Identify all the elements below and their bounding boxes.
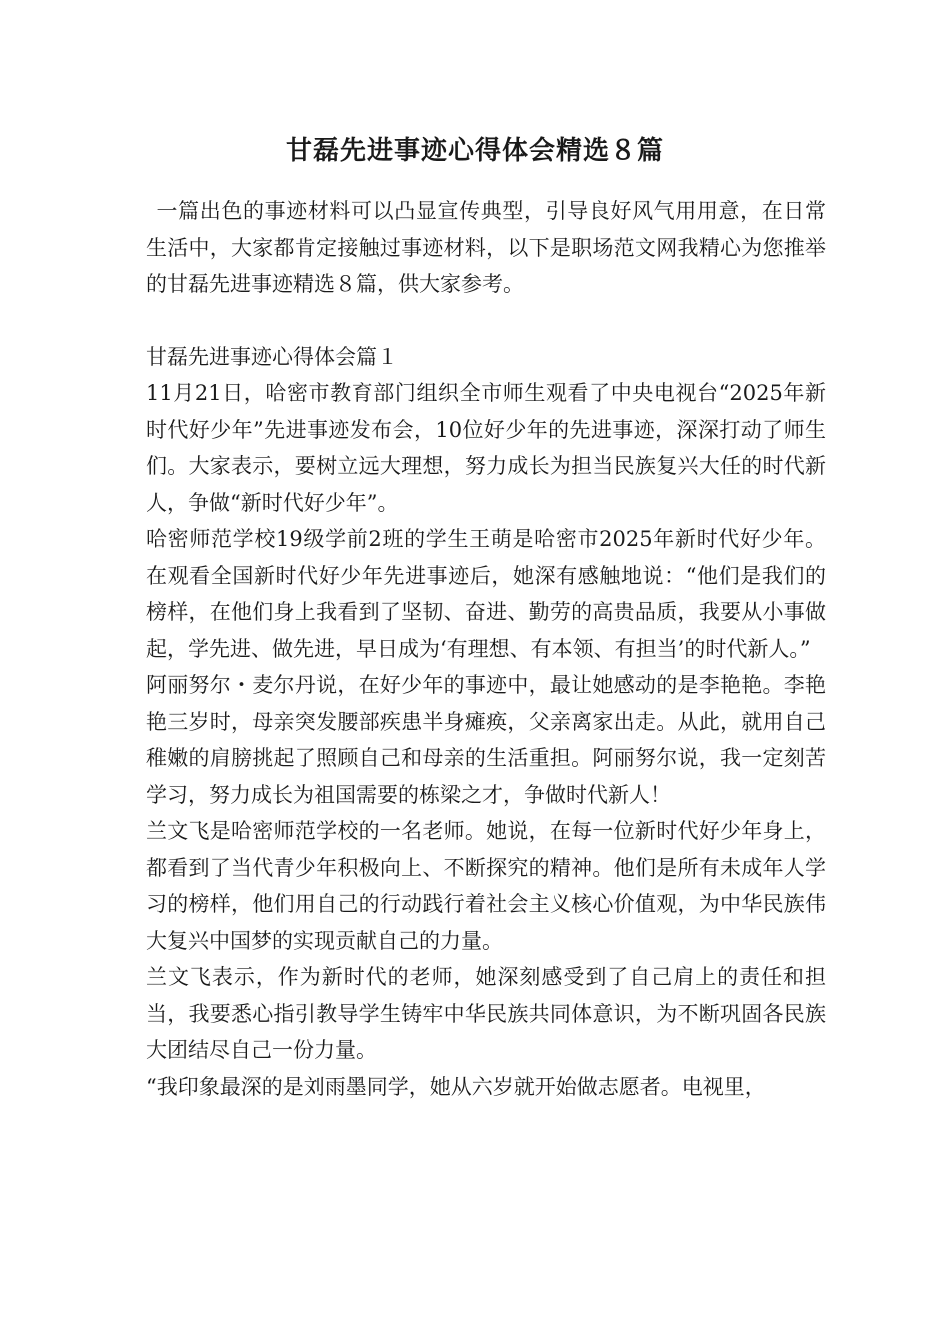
document-body — [146, 193, 826, 1105]
section-heading: 甘磊先进事迹心得体会篇１ — [146, 344, 398, 369]
body-paragraph: 阿丽努尔・麦尔丹说，在好少年的事迹中，最让她感动的是李艳艳。李艳艳三岁时，母亲突发腰部疾患半身瘫痪，父亲离家出走。从此，就用自己稚嫩的肩膀挑起了照顾自己和母亲的生活重担。阿丽努尔说，我一定刻苦学习，努力成长为祖国需要的栋梁之才，争做时代新人！ — [146, 673, 826, 807]
paragraph-spacer — [146, 303, 826, 339]
body-paragraph: 哈密师范学校19级学前2班的学生王萌是哈密市2025年新时代好少年。在观看全国新时代好少年先进事迹后，她深有感触地说：“他们是我们的榜样，在他们身上我看到了坚韧、奋进、勤劳的高贵品质，我要从小事做起，学先进、做先进，早日成为‘有理想、有本领、有担当’的时代新人。” — [146, 527, 826, 661]
body-paragraph: 兰文飞表示，作为新时代的老师，她深刻感受到了自己肩上的责任和担当，我要悉心指引教导学生铸牢中华民族共同体意识，为不断巩固各民族大团结尽自己一份力量。 — [146, 965, 826, 1062]
body-paragraph: 兰文飞是哈密师范学校的一名老师。她说，在每一位新时代好少年身上，都看到了当代青少年积极向上、不断探究的精神。他们是所有未成年人学习的榜样，他们用自己的行动践行着社会主义核心价值观，为中华民族伟大复兴中国梦的实现贡献自己的力量。 — [146, 819, 826, 953]
document-title: 甘磊先进事迹心得体会精选８篇 — [285, 136, 664, 166]
body-paragraph: “我印象最深的是刘雨墨同学，她从六岁就开始做志愿者。电视里， — [146, 1074, 766, 1099]
body-paragraph: 11月21日，哈密市教育部门组织全市师生观看了中央电视台“2025年新时代好少年”先进事迹发布会，10位好少年的先进事迹，深深打动了师生们。大家表示，要树立远大理想，努力成长为担当民族复兴大任的时代新人，争做“新时代好少年”。 — [146, 381, 826, 515]
intro-paragraph: 一篇出色的事迹材料可以凸显宣传典型，引导良好风气用用意，在日常生活中，大家都肯定接触过事迹材料，以下是职场范文网我精心为您推举的甘磊先进事迹精选８篇，供大家参考。 — [146, 199, 826, 296]
